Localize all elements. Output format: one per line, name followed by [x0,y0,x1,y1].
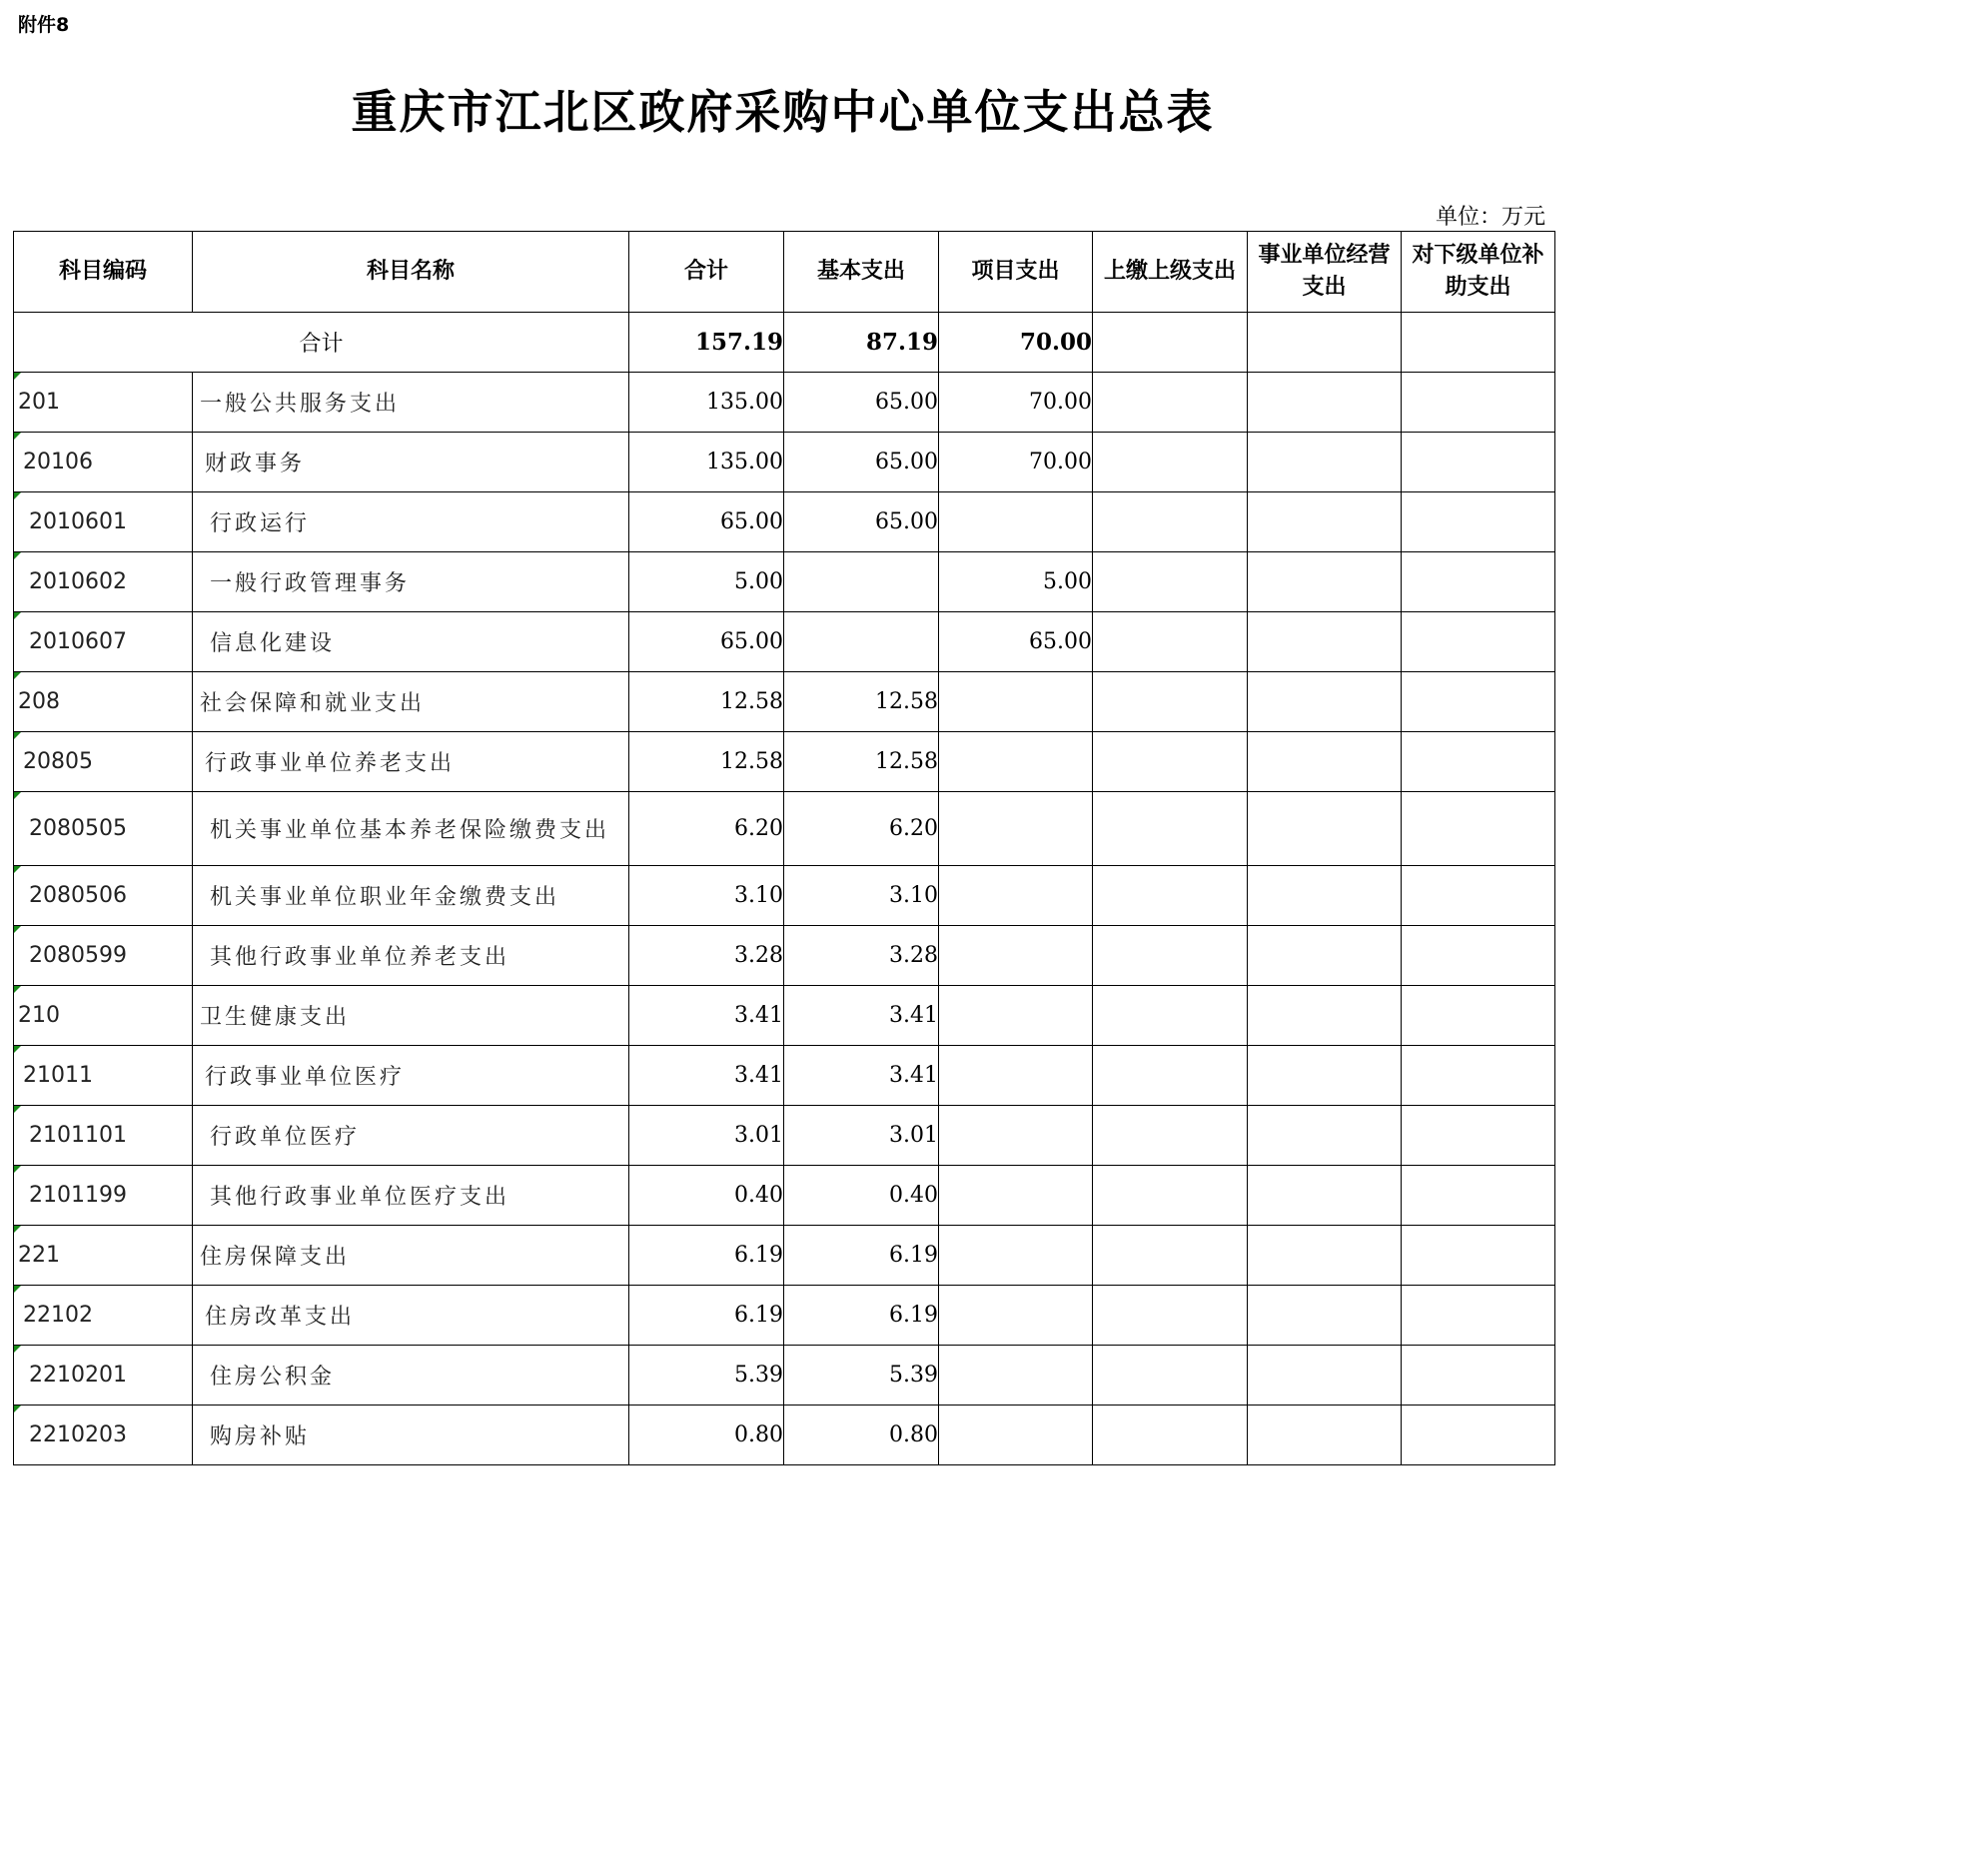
row-name: 购房补贴 [193,1406,629,1465]
row-business [1248,732,1402,792]
row-code: 2010602 [14,552,193,612]
row-basic: 3.41 [784,1046,939,1106]
row-name: 住房公积金 [193,1346,629,1406]
row-upper [1093,612,1248,672]
row-upper [1093,552,1248,612]
row-subsidy [1402,1046,1555,1106]
header-code: 科目编码 [14,232,193,313]
row-subsidy [1402,926,1555,986]
row-project [939,492,1093,552]
row-business [1248,552,1402,612]
row-name: 机关事业单位职业年金缴费支出 [193,866,629,926]
row-project [939,1346,1093,1406]
row-code: 201 [14,373,193,433]
row-subsidy [1402,1226,1555,1286]
row-subsidy [1402,1406,1555,1465]
row-subsidy [1402,433,1555,492]
row-upper [1093,492,1248,552]
table-row [14,492,1555,552]
row-project [939,1046,1093,1106]
row-upper [1093,373,1248,433]
table-row [14,986,1555,1046]
row-basic: 12.58 [784,732,939,792]
row-upper [1093,1226,1248,1286]
table-row [14,433,1555,492]
row-upper [1093,1046,1248,1106]
row-basic [784,552,939,612]
table-row [14,1346,1555,1406]
row-total: 135.00 [629,373,784,433]
row-basic: 3.01 [784,1106,939,1166]
row-total: 5.39 [629,1346,784,1406]
total-basic: 87.19 [784,313,939,373]
row-upper [1093,1286,1248,1346]
row-total: 135.00 [629,433,784,492]
row-code: 208 [14,672,193,732]
row-project [939,672,1093,732]
row-project [939,1106,1093,1166]
row-total: 6.19 [629,1286,784,1346]
row-upper [1093,672,1248,732]
row-project: 70.00 [939,373,1093,433]
unit-label: 单位：万元 [1435,205,1545,230]
header-basic: 基本支出 [784,232,939,313]
row-total: 3.01 [629,1106,784,1166]
row-upper [1093,792,1248,866]
row-project [939,986,1093,1046]
attachment-label: 附件8 [18,14,70,36]
row-business [1248,792,1402,866]
row-basic: 5.39 [784,1346,939,1406]
row-business [1248,1406,1402,1465]
row-upper [1093,926,1248,986]
row-business [1248,612,1402,672]
row-total: 6.20 [629,792,784,866]
row-name: 卫生健康支出 [193,986,629,1046]
table-header-row [14,232,1555,313]
row-total: 65.00 [629,612,784,672]
row-project [939,1286,1093,1346]
row-name: 信息化建设 [193,612,629,672]
total-project: 70.00 [939,313,1093,373]
row-basic: 6.19 [784,1286,939,1346]
row-business [1248,926,1402,986]
row-project: 65.00 [939,612,1093,672]
total-total: 157.19 [629,313,784,373]
row-code: 2010601 [14,492,193,552]
table-row [14,373,1555,433]
row-subsidy [1402,792,1555,866]
row-name: 一般行政管理事务 [193,552,629,612]
row-code: 2080506 [14,866,193,926]
row-basic: 6.19 [784,1226,939,1286]
expenditure-table [13,231,1555,1465]
row-business [1248,492,1402,552]
row-total: 12.58 [629,672,784,732]
row-total: 3.28 [629,926,784,986]
row-business [1248,866,1402,926]
row-code: 2080599 [14,926,193,986]
row-name: 机关事业单位基本养老保险缴费支出 [193,792,629,866]
row-total: 0.40 [629,1166,784,1226]
row-name: 行政单位医疗 [193,1106,629,1166]
row-name: 行政运行 [193,492,629,552]
row-subsidy [1402,1166,1555,1226]
total-upper [1093,313,1248,373]
row-business [1248,433,1402,492]
table-row [14,1406,1555,1465]
table-row [14,792,1555,866]
row-project: 5.00 [939,552,1093,612]
row-upper [1093,433,1248,492]
row-business [1248,1346,1402,1406]
total-business [1248,313,1402,373]
row-total: 0.80 [629,1406,784,1465]
row-name: 其他行政事业单位养老支出 [193,926,629,986]
row-business [1248,1286,1402,1346]
table-row [14,552,1555,612]
row-project: 70.00 [939,433,1093,492]
row-basic: 3.28 [784,926,939,986]
row-subsidy [1402,1286,1555,1346]
row-project [939,792,1093,866]
row-basic: 65.00 [784,492,939,552]
row-business [1248,1106,1402,1166]
table-row [14,866,1555,926]
row-business [1248,373,1402,433]
row-name: 行政事业单位医疗 [193,1046,629,1106]
row-code: 22102 [14,1286,193,1346]
row-project [939,1226,1093,1286]
row-upper [1093,1106,1248,1166]
row-upper [1093,866,1248,926]
row-project [939,732,1093,792]
row-code: 20106 [14,433,193,492]
row-code: 221 [14,1226,193,1286]
row-name: 行政事业单位养老支出 [193,732,629,792]
table-row [14,1286,1555,1346]
row-business [1248,1166,1402,1226]
total-row [14,313,1555,373]
row-name: 一般公共服务支出 [193,373,629,433]
row-total: 65.00 [629,492,784,552]
row-subsidy [1402,1346,1555,1406]
row-basic: 12.58 [784,672,939,732]
row-business [1248,986,1402,1046]
row-subsidy [1402,492,1555,552]
table-row [14,732,1555,792]
row-project [939,1166,1093,1226]
row-upper [1093,1406,1248,1465]
total-subsidy [1402,313,1555,373]
row-basic: 65.00 [784,433,939,492]
row-total: 6.19 [629,1226,784,1286]
row-upper [1093,1166,1248,1226]
total-label: 合计 [14,313,629,373]
row-project [939,1406,1093,1465]
row-business [1248,672,1402,732]
row-subsidy [1402,732,1555,792]
row-basic: 0.40 [784,1166,939,1226]
row-basic [784,612,939,672]
row-subsidy [1402,373,1555,433]
row-business [1248,1046,1402,1106]
row-upper [1093,732,1248,792]
table-row [14,612,1555,672]
row-code: 2080505 [14,792,193,866]
row-basic: 65.00 [784,373,939,433]
row-name: 社会保障和就业支出 [193,672,629,732]
row-business [1248,1226,1402,1286]
row-total: 3.41 [629,986,784,1046]
row-code: 2010607 [14,612,193,672]
row-name: 财政事务 [193,433,629,492]
header-name: 科目名称 [193,232,629,313]
row-code: 2210201 [14,1346,193,1406]
page-title: 重庆市江北区政府采购中心单位支出总表 [351,85,1215,139]
header-project: 项目支出 [939,232,1093,313]
row-code: 2101101 [14,1106,193,1166]
row-total: 5.00 [629,552,784,612]
header-total: 合计 [629,232,784,313]
row-code: 2101199 [14,1166,193,1226]
row-code: 2210203 [14,1406,193,1465]
row-subsidy [1402,612,1555,672]
row-upper [1093,1346,1248,1406]
header-subsidy: 对下级单位补助支出 [1402,232,1555,313]
row-basic: 3.10 [784,866,939,926]
row-total: 3.41 [629,1046,784,1106]
row-name: 住房保障支出 [193,1226,629,1286]
table-row [14,1046,1555,1106]
table-row [14,926,1555,986]
row-basic: 6.20 [784,792,939,866]
row-project [939,866,1093,926]
table-row [14,1106,1555,1166]
row-basic: 0.80 [784,1406,939,1465]
row-subsidy [1402,1106,1555,1166]
row-name: 其他行政事业单位医疗支出 [193,1166,629,1226]
row-basic: 3.41 [784,986,939,1046]
table-row [14,672,1555,732]
row-subsidy [1402,986,1555,1046]
row-subsidy [1402,552,1555,612]
row-code: 210 [14,986,193,1046]
row-subsidy [1402,672,1555,732]
row-upper [1093,986,1248,1046]
row-total: 3.10 [629,866,784,926]
table-row [14,1226,1555,1286]
header-business: 事业单位经营支出 [1248,232,1402,313]
row-code: 20805 [14,732,193,792]
row-name: 住房改革支出 [193,1286,629,1346]
row-code: 21011 [14,1046,193,1106]
row-total: 12.58 [629,732,784,792]
header-upper: 上缴上级支出 [1093,232,1248,313]
row-project [939,926,1093,986]
table-row [14,1166,1555,1226]
row-subsidy [1402,866,1555,926]
